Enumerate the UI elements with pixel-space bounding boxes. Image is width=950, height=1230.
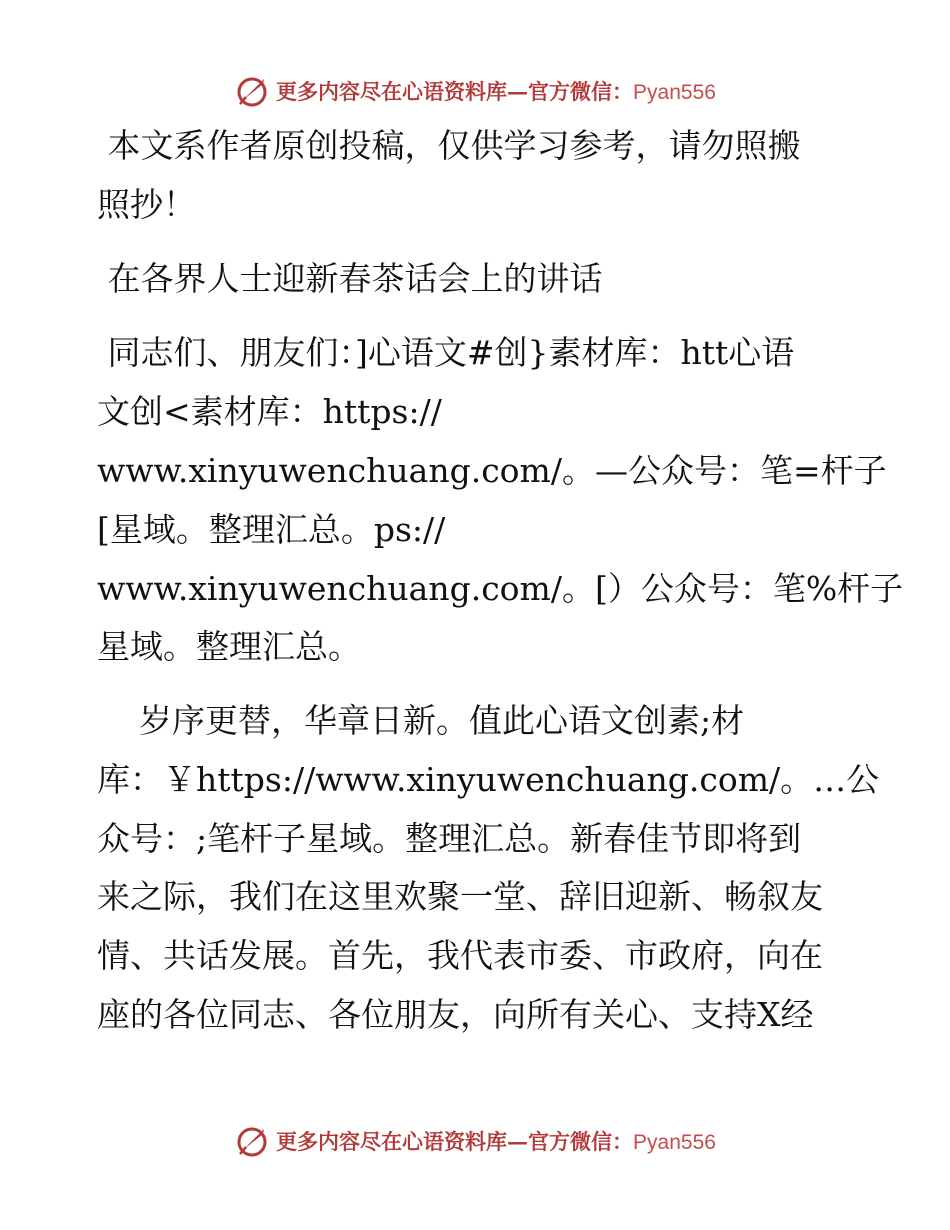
text-line: 星域。整理汇总。 xyxy=(97,627,361,666)
text-line: 座的各位同志、各位朋友，向所有关心、支持X经 xyxy=(97,995,814,1034)
text-line: [星域。整理汇总。ps:// xyxy=(97,510,446,549)
footer-watermark-banner xyxy=(0,1121,950,1161)
text-line: www.xinyuwenchuang.com/。[）公众号：笔%杆子 xyxy=(97,569,904,608)
header-watermark-banner xyxy=(0,71,950,111)
banner-text: 更多内容尽在心语资料库—官方微信：Pyan556 xyxy=(276,1129,716,1154)
banner-text: 更多内容尽在心语资料库—官方微信：Pyan556 xyxy=(276,79,716,104)
text-line: www.xinyuwenchuang.com/。—公众号：笔=杆子 xyxy=(97,451,887,490)
text-line: 情、共话发展。首先，我代表市委、市政府，向在 xyxy=(97,936,823,975)
text-line: 文创<素材库：https:// xyxy=(97,392,442,431)
text-line: 照抄！ xyxy=(97,185,196,224)
text-line: 来之际，我们在这里欢聚一堂、辞旧迎新、畅叙友 xyxy=(97,877,823,916)
text-line: 众号：;笔杆子星域。整理汇总。新春佳节即将到 xyxy=(97,819,802,858)
text-line: 同志们、朋友们：]心语文#创}素材库：htt心语 xyxy=(97,333,795,372)
text-line: 库：￥https://www.xinyuwenchuang.com/。…公 xyxy=(97,760,880,799)
text-line: 岁序更替，华章日新。值此心语文创素;材 xyxy=(97,701,745,740)
text-line: 本文系作者原创投稿，仅供学习参考，请勿照搬 xyxy=(97,126,801,165)
doc-title: 在各界人士迎新春茶话会上的讲话 xyxy=(97,259,603,298)
quill-pen-logo-icon xyxy=(234,1123,270,1159)
banner-wechat-handle: Pyan556 xyxy=(633,1131,716,1154)
banner-wechat-handle: Pyan556 xyxy=(633,81,716,104)
quill-pen-logo-icon xyxy=(234,73,270,109)
